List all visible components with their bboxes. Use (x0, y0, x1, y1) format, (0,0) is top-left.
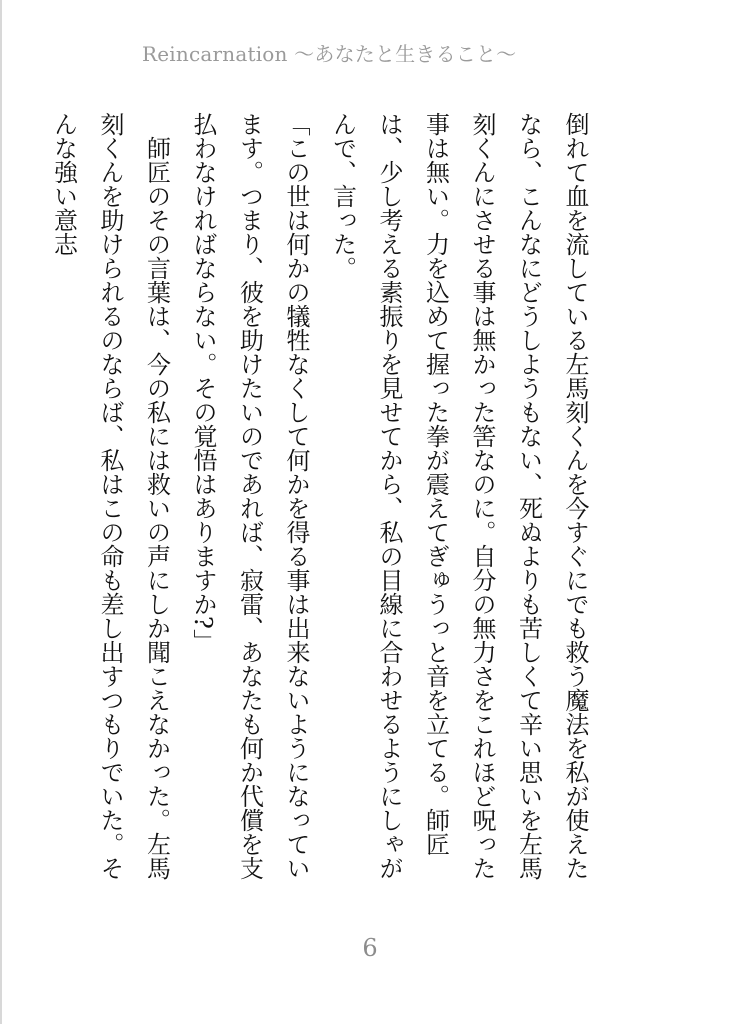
paragraph-1: 倒れて血を流している左馬刻くんを今すぐにでも救う魔法を私が使えたなら、こんなにどうしようもない、死ぬよりも苦しくて辛い思いを左馬刻くんにさせる事は無かった筈なのに。自分の無力さをこれほど呪った事は無い。力を込めて握った拳が震えてぎゅうっと音を立てる。師匠は、少し考える素振りを見せてから、私の目線に合わせるようにしゃがんで、言った。 (328, 112, 589, 880)
paragraph-2: 「この世は何かの犠牲なくして何かを得る事は出来ないようになっています。つまり、彼を助けたいのであれば、寂雷、あなたも何か代償を支払わなければならない。その覚悟はありますか?」 (189, 112, 310, 880)
paragraph-3: 師匠のその言葉は、今の私には救いの声にしか聞こえなかった。左馬刻くんを助けられるのならば、私はこの命も差し出すつもりでいた。そんな強い意志 (49, 112, 171, 880)
vertical-body-text (49, 112, 598, 902)
running-header-title: Reincarnation 〜あなたと生きること〜 (142, 42, 517, 66)
page-number: 6 (362, 934, 378, 962)
page-edge-divider (0, 0, 2, 1024)
